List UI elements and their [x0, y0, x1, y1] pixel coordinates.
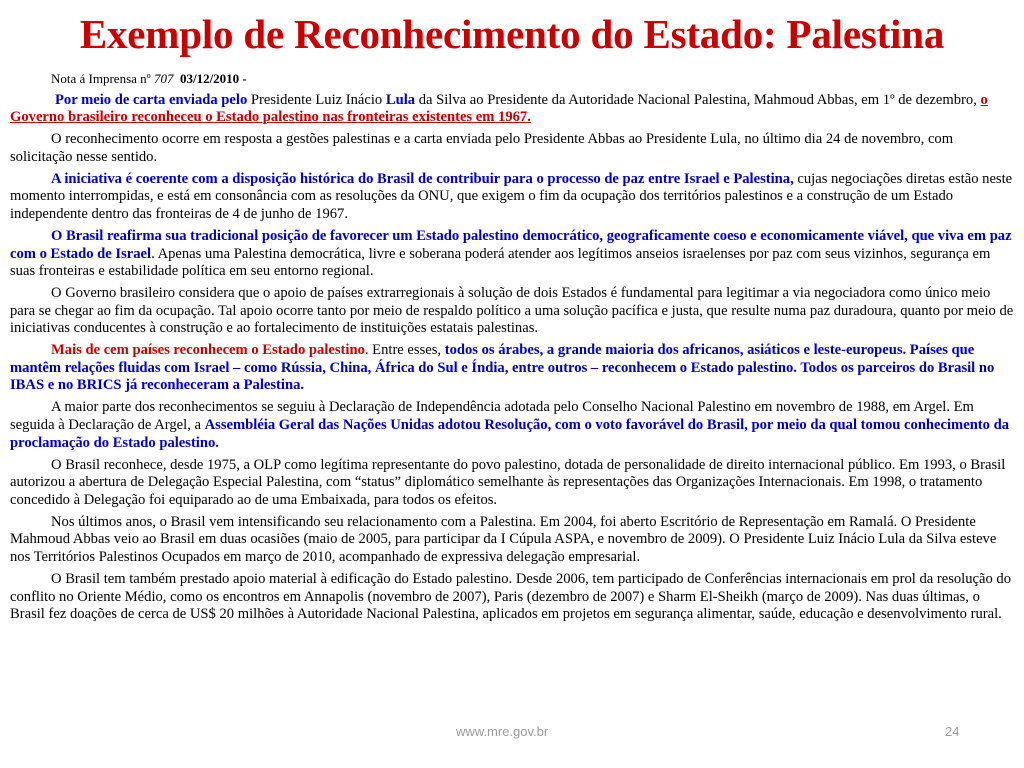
text-run: . Entre esses,: [364, 342, 445, 359]
text-run: Lula: [385, 91, 416, 108]
paragraph-list: [10, 92, 1016, 624]
text-run: Por meio de carta enviada pelo: [55, 91, 248, 108]
paragraph: [10, 171, 1016, 224]
source-watermark: www.mre.gov.br: [456, 724, 549, 739]
page-number: 24: [945, 724, 960, 739]
paragraph: [10, 131, 1016, 166]
note-number: 707: [153, 71, 174, 86]
text-run: O Brasil reafirma sua tradicional posição de favorecer um Estado palestino democrático, geograficamente coeso e economicamente viável, que viva em paz com o Estado de Israel: [10, 227, 1012, 262]
text-run: Nos últimos anos, o Brasil vem intensificando seu relacionamento com a Palestina. Em 2004, foi aberto Escritório de Representação em Ramalá. O Presidente Mahmoud Abbas veio ao Brasil em duas ocasiões (maio de 2005, para participar da I Cúpula ASPA, e novembro de 2009). O Presidente Luiz Inácio Lula da Silva esteve nos Territórios Palestinos Ocupados em março de 2010, acompanhado de expressiva delegação empresarial.: [10, 513, 997, 565]
text-run: O reconhecimento ocorre em resposta a gestões palestinas e a carta enviada pelo Presidente Abbas ao Presidente Lula, no último dia 24 de novembro, com solicitação nesse sentido.: [10, 131, 954, 165]
text-run: Mais de cem países reconhecem o Estado palestino: [51, 342, 365, 359]
text-run: da Silva ao Presidente da Autoridade Nacional Palestina, Mahmoud Abbas, em 1º de dezembro,: [415, 91, 981, 108]
paragraph: [10, 399, 1016, 452]
text-run: O Governo brasileiro considera que o apoio de países extrarregionais à solução de dois Estados é fundamental para legitimar a via negociadora como único meio para se chegar ao fim da ocupação. Tal apoio ocorre tanto por meio de respaldo político a uma solução pacífica e justa, que resulte numa paz duradoura, quanto por meio de iniciativas conducentes à construção e ao fortalecimento de instituições estatais palestinas.: [10, 285, 1014, 337]
press-note-body: [10, 70, 1016, 628]
paragraph: [10, 457, 1016, 510]
paragraph: [10, 514, 1016, 567]
paragraph: [10, 228, 1016, 281]
text-run: o Governo brasileiro reconheceu o Estado palestino nas fronteiras existentes em 1967.: [10, 91, 988, 126]
text-run: todos os árabes, a grande maioria dos africanos, asiáticos e leste-europeus. Países que mantêm relações fluidas com Israel – como Rússia, China, África do Sul e Índia, entre outros – reconhecem o Estado palestino. Todos os parceiros do Brasil no IBAS e no BRICS já reconheceram a Palestina.: [10, 342, 995, 394]
paragraph: [10, 571, 1016, 624]
text-run: cujas negociações diretas estão neste momento interrompidas, e está em consonância com as resoluções da ONU, que exigem o fim da ocupação dos territórios palestinos e a construção de um Estado independente dentro das fronteiras de 4 de junho de 1967.: [10, 170, 1013, 222]
note-label: Nota á Imprensa nº: [51, 71, 151, 86]
text-run: Presidente Luiz Inácio: [247, 91, 386, 108]
text-run: Assembléia Geral das Nações Unidas adotou Resolução, com o voto favorável do Brasil, por meio da qual tomou conhecimento da proclamação do Estado palestino.: [10, 417, 1010, 451]
paragraph: [10, 342, 1016, 395]
paragraph: [10, 285, 1016, 338]
text-run: O Brasil reconhece, desde 1975, a OLP como legítima representante do povo palestino, dotada de personalidade de direito internacional público. Em 1993, o Brasil autorizou a abertura de Delegação Especial Palestina, com “status” diplomático semelhante às representações das Organizações Internacionais. Em 1998, o tratamento concedido à Delegação foi equiparado ao de uma Embaixada, para todos os efeitos.: [10, 456, 1006, 508]
text-run: A iniciativa é coerente com a disposição histórica do Brasil de contribuir para o processo de paz entre Israel e Palestina,: [51, 170, 794, 187]
paragraph: [10, 92, 1016, 127]
text-run: A maior parte dos reconhecimentos se seguiu à Declaração de Independência adotada pelo Conselho Nacional Palestino em novembro de 1988, em Argel. Em seguida à Declaração de Argel, a: [10, 399, 974, 434]
text-run: . Apenas uma Palestina democrática, livre e soberana poderá atender aos legítimos anseios israelenses por paz com seus vizinhos, segurança em suas fronteiras e estabilidade política em seu entorno regional.: [10, 245, 991, 280]
text-run: O Brasil tem também prestado apoio material à edificação do Estado palestino. Desde 2006, tem participado de Conferências internacionais em prol da resolução do conflito no Oriente Médio, como os encontros em Annapolis (novembro de 2007), Paris (dezembro de 2007) e Sharm El-Sheikh (março de 2009). Nas duas últimas, o Brasil fez doações de cerca de US$ 20 milhões à Autoridade Nacional Palestina, aplicados em projetos em segurança alimentar, saúde, educação e desenvolvimento rural.: [10, 570, 1012, 623]
slide-title: Exemplo de Reconhecimento do Estado: Palestina: [79, 11, 945, 57]
note-date: 03/12/2010 -: [179, 71, 247, 86]
press-note-header: [10, 70, 1016, 88]
